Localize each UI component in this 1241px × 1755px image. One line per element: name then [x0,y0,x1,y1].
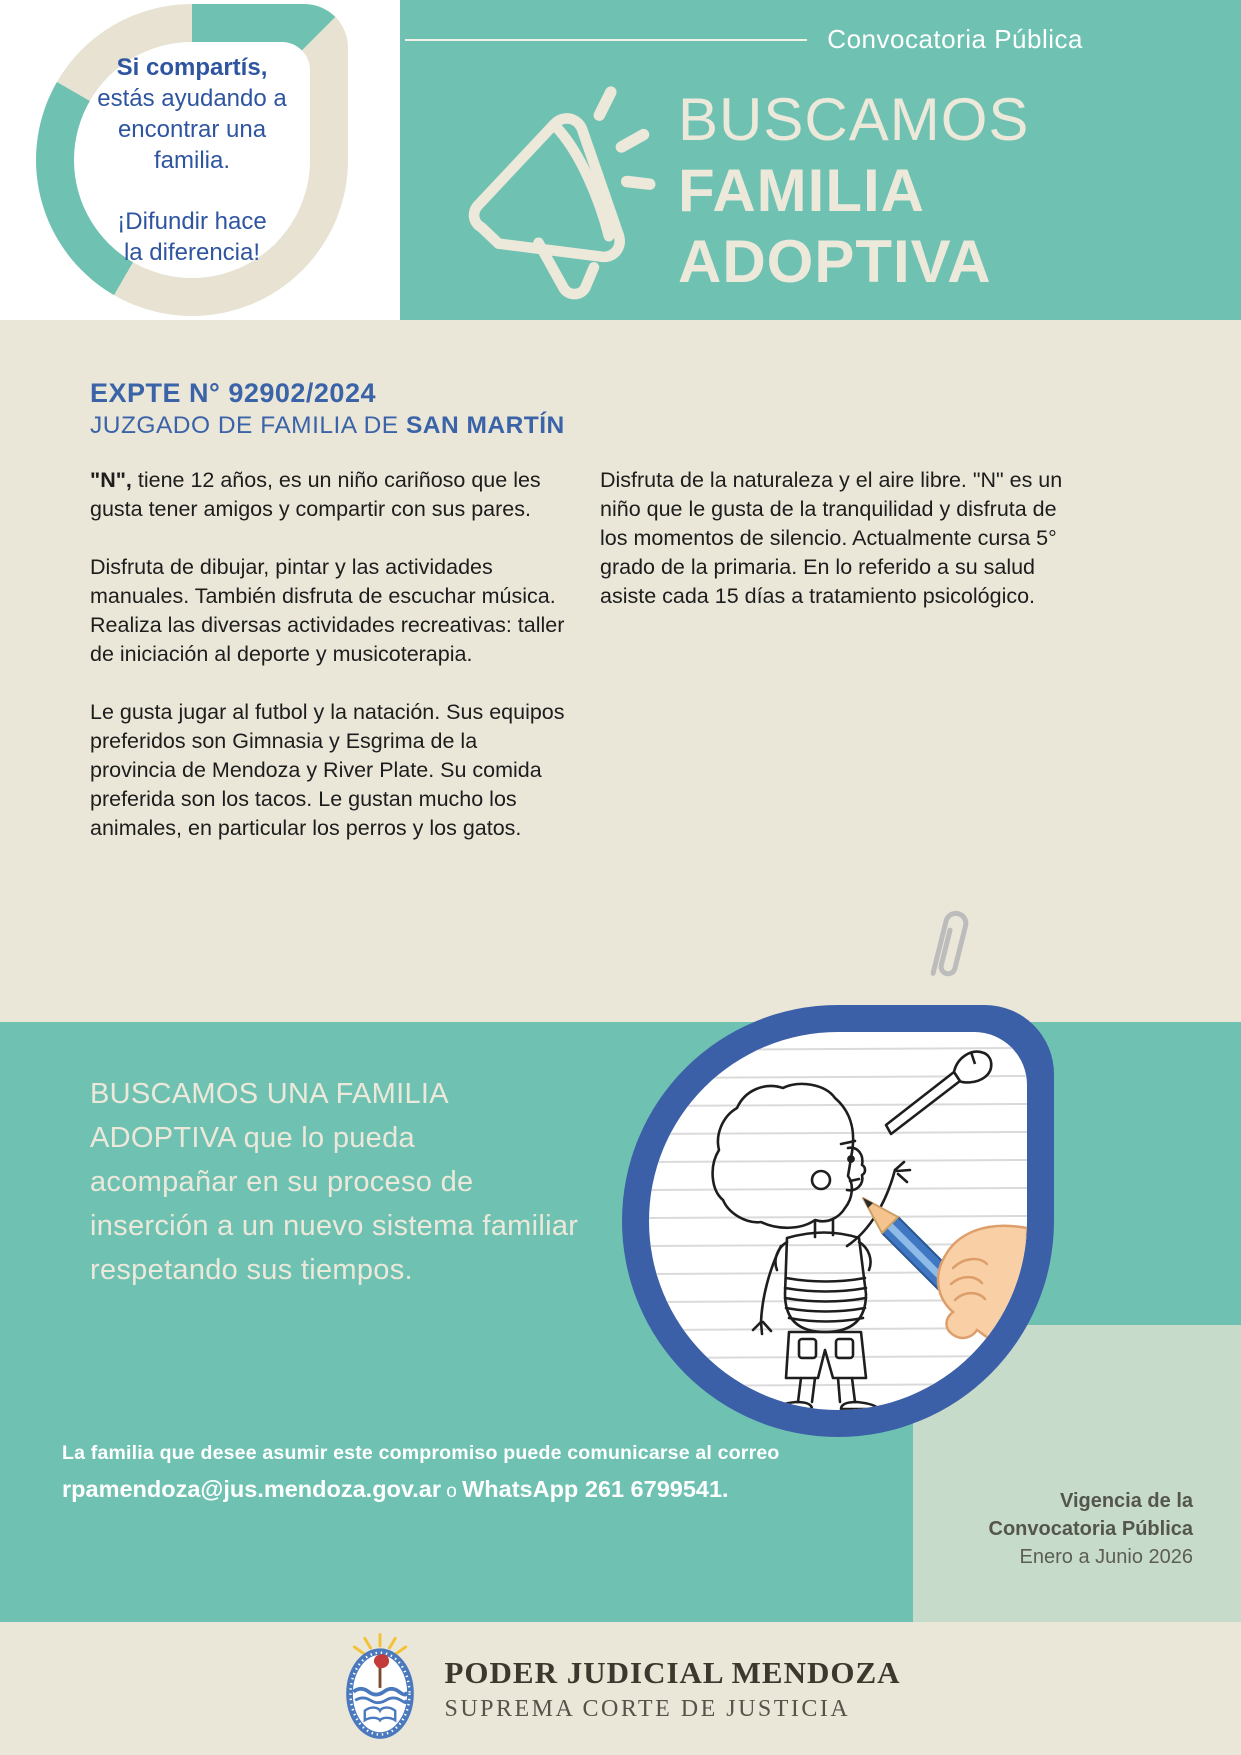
kicker [405,24,1083,55]
validity-text [989,1487,1194,1571]
headline-line-3: ADOPTIVA [678,228,992,295]
badge-line: Si compartís, [116,54,268,81]
share-badge [36,4,348,316]
badge-line: familia. [153,147,231,174]
court-line [90,412,565,440]
boy-drawing-illustration [649,1032,1027,1410]
footer-org-name: PODER JUDICIAL MENDOZA [444,1654,901,1690]
callout-section [0,1022,1241,1622]
contact-details [62,1476,780,1503]
contact-email: rpamendoza@jus.mendoza.gov.ar [62,1476,441,1502]
court-crest-logo [340,1632,420,1745]
paperclip-icon [925,903,977,1004]
court-prefix: JUZGADO DE FAMILIA DE [90,412,406,439]
callout-line: ADOPTIVA que lo pueda [90,1122,415,1154]
badge-line: ¡Difundir hace [117,208,267,235]
court-name: SAN MARTÍN [405,412,565,439]
contact-intro: La familia que desee asumir este compromiso puede comunicarse al correo [62,1442,780,1464]
footer-suborg-name: SUPREMA CORTE DE JUSTICIA [444,1695,851,1722]
kicker-rule [405,39,807,41]
megaphone-icon [438,78,658,313]
paragraph-2: Disfruta de dibujar, pintar y las actividades manuales. También disfruta de escuchar música. Realiza las diversas actividades recreativas: taller de iniciación al deporte y musicoterapia. [90,555,565,666]
contact-block [62,1442,780,1503]
contact-whatsapp: WhatsApp 261 6799541. [462,1476,729,1502]
headline-line-2: FAMILIA [678,157,925,224]
about-right-column [600,466,1070,640]
callout-line: acompañar en su proceso de [90,1166,474,1198]
footer-text [444,1655,900,1723]
illustration [622,1005,1054,1437]
callout-heading [90,1072,578,1292]
headline [678,84,1029,297]
footer [0,1622,1241,1755]
paragraph-3: Le gusta jugar al futbol y la natación. Sus equipos preferidos son Gimnasia y Esgrima de la provincia de Mendoza y River Plate. Su comida preferida son los tacos. Le gustan mucho los animales, en particular los perros y los gatos. [90,700,565,840]
callout-line: inserción a un nuevo sistema familiar [90,1210,579,1242]
header [0,0,1241,320]
contact-connector: o [440,1481,463,1502]
validity-line: Enero a Junio 2026 [1019,1546,1193,1568]
share-badge-text [74,42,310,278]
paragraph-1-text: tiene 12 años, es un niño cariñoso que les gusta tener amigos y compartir con sus pares. [90,468,541,521]
about-left-column [90,466,568,872]
expte-number: EXPTE N° 92902/2024 [90,378,376,408]
kicker-label: Convocatoria Pública [827,24,1083,54]
badge-line: encontrar una [117,116,267,143]
case-section [0,320,1241,1022]
child-initial: "N", [90,468,132,492]
paragraph-1 [90,466,568,524]
headline-line-1: BUSCAMOS [678,86,1030,153]
badge-line: estás ayudando a [97,85,287,112]
badge-line: la diferencia! [123,239,261,266]
validity-line: Vigencia de la [1059,1490,1193,1512]
callout-line: respetando sus tiempos. [90,1254,413,1286]
validity-line: Convocatoria Pública [988,1518,1193,1540]
callout-line: BUSCAMOS UNA FAMILIA [90,1078,449,1110]
paragraph-4: Disfruta de la naturaleza y el aire libre. "N" es un niño que le gusta de la tranquilidad y disfruta de los momentos de silencio. Actualmente cursa 5° grado de la primaria. En lo referido a su salud asiste cada 15 días a tratamiento psicológico. [600,468,1063,608]
